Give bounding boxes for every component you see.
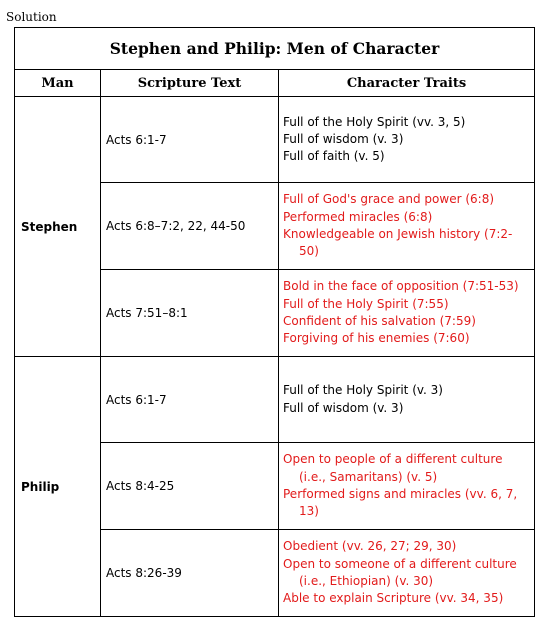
trait-item: Able to explain Scripture (vv. 34, 35) — [283, 591, 504, 606]
trait-item: Full of the Holy Spirit (v. 3) — [283, 383, 443, 398]
scripture-reference: Acts 7:51–8:1 — [101, 270, 279, 357]
trait-item: Full of God's grace and power (6:8) — [283, 192, 495, 207]
caption-label: Solution — [6, 10, 57, 24]
scripture-reference: Acts 8:26-39 — [101, 530, 279, 617]
trait-item: Obedient (vv. 26, 27; 29, 30) — [283, 539, 457, 554]
character-traits — [279, 270, 535, 357]
trait-item: Full of the Holy Spirit (7:55) — [283, 296, 449, 311]
trait-item: Bold in the face of opposition (7:51-53) — [283, 279, 519, 294]
trait-item: Performed signs and miracles (vv. 6, 7, 13) — [283, 487, 518, 519]
scripture-reference: Acts 6:1-7 — [101, 97, 279, 183]
trait-item: Full of wisdom (v. 3) — [283, 400, 404, 415]
trait-item: Knowledgeable on Jewish history (7:2-50) — [283, 227, 513, 259]
header-man: Man — [15, 70, 101, 97]
header-row — [15, 70, 535, 97]
man-name: Philip — [15, 357, 101, 617]
trait-item: Open to people of a different culture (i.e., Samaritans) (v. 5) — [283, 452, 503, 484]
man-name: Stephen — [15, 97, 101, 357]
character-traits — [279, 530, 535, 617]
trait-item: Performed miracles (6:8) — [283, 209, 433, 224]
trait-item: Forgiving of his enemies (7:60) — [283, 331, 470, 346]
header-scripture: Scripture Text — [101, 70, 279, 97]
character-traits — [279, 97, 535, 183]
title-row — [15, 28, 535, 70]
header-traits: Character Traits — [279, 70, 535, 97]
character-traits — [279, 183, 535, 270]
scripture-reference: Acts 6:1-7 — [101, 357, 279, 443]
trait-item: Full of the Holy Spirit (vv. 3, 5) — [283, 114, 466, 129]
character-table — [14, 27, 535, 617]
trait-item: Full of wisdom (v. 3) — [283, 131, 404, 146]
trait-item: Confident of his salvation (7:59) — [283, 314, 476, 328]
trait-item: Open to someone of a different culture (i.e., Ethiopian) (v. 30) — [283, 556, 517, 588]
character-traits — [279, 357, 535, 443]
table-title: Stephen and Philip: Men of Character — [15, 28, 535, 70]
character-traits — [279, 443, 535, 530]
scripture-reference: Acts 8:4-25 — [101, 443, 279, 530]
scripture-reference: Acts 6:8–7:2, 22, 44-50 — [101, 183, 279, 270]
trait-item: Full of faith (v. 5) — [283, 149, 385, 164]
table-row — [15, 357, 535, 443]
table-row — [15, 97, 535, 183]
